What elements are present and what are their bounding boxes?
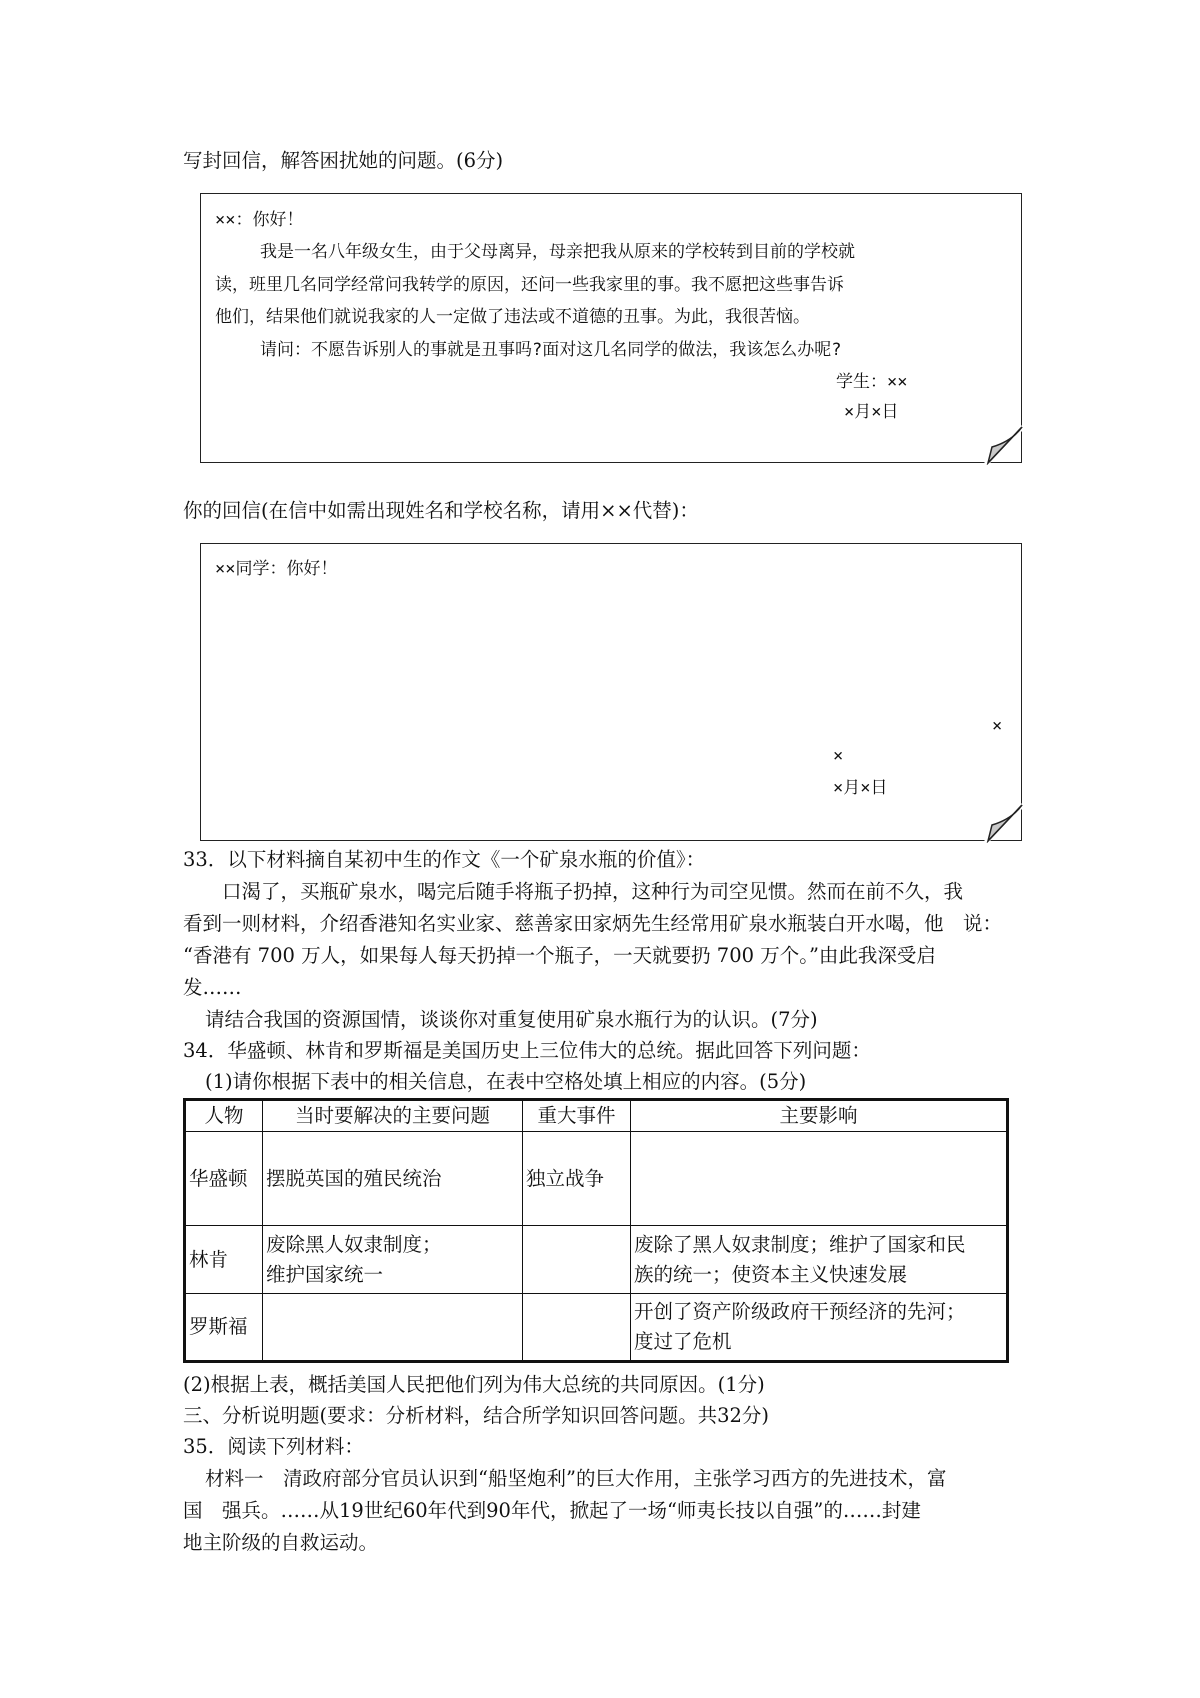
table-cell-person: 林肯 [185,1226,263,1294]
table-header-row [185,1100,1008,1132]
table-header-cell: 主要影响 [631,1100,1008,1132]
letter2-greeting: ××同学：你好！ [215,559,338,579]
page-curl-icon [982,425,1024,465]
table-cell-problem [263,1294,523,1362]
presidents-table [183,1098,1009,1363]
q34-title: 34．华盛顿、林肯和罗斯福是美国历史上三位伟大的总统。据此回答下列问题： [183,1039,871,1062]
q34-sub1: (1)请你根据下表中的相关信息，在表中空格处填上相应的内容。(5分) [205,1070,807,1093]
table-cell-person: 华盛顿 [185,1132,263,1226]
table-header-cell: 当时要解决的主要问题 [263,1100,523,1132]
table-cell-impact [631,1132,1008,1226]
q33-line: 口渴了，买瓶矿泉水，喝完后随手将瓶子扔掉，这种行为司空见惯。然而在前不久，我 [222,880,964,903]
table-cell-event: 独立战争 [523,1132,631,1226]
table-cell-event [523,1226,631,1294]
intro-text: 写封回信，解答困扰她的问题。(6分) [183,149,504,172]
table-row [185,1132,1008,1226]
page-curl-icon [982,803,1024,843]
q33-line: 发…… [183,976,242,999]
table-cell-impact: 开创了资产阶级政府干预经济的先河； 度过了危机 [631,1294,1008,1362]
table-cell-event [523,1294,631,1362]
q33-line: 看到一则材料，介绍香港知名实业家、慈善家田家炳先生经常用矿泉水瓶装白开水喝，他 说： [183,912,1003,935]
q35-line: 国 强兵。……从19世纪60年代到90年代，掀起了一场“师夷长技以自强”的……封建 [183,1499,921,1522]
section-heading: 三、分析说明题(要求：分析材料，结合所学知识回答问题。共32分) [183,1404,770,1427]
table-cell-impact: 废除了黑人奴隶制度；维护了国家和民 族的统一；使资本主义快速发展 [631,1226,1008,1294]
table-cell-person: 罗斯福 [185,1294,263,1362]
q33-title: 33．以下材料摘自某初中生的作文《一个矿泉水瓶的价值》： [183,848,706,871]
q35-line: 地主阶级的自救运动。 [183,1531,379,1554]
table-row [185,1294,1008,1362]
letter1-line: 我是一名八年级女生，由于父母离异，母亲把我从原来的学校转到目前的学校就 [260,242,855,262]
letter1-signature: 学生：×× [836,372,908,392]
letter2-date: ×月×日 [833,778,888,798]
letter1-line: 他们，结果他们就说我家的人一定做了违法或不道德的丑事。为此，我很苦恼。 [215,307,810,327]
table-header-cell: 人物 [185,1100,263,1132]
table-cell-problem: 废除黑人奴隶制度； 维护国家统一 [263,1226,523,1294]
letter2-mark: × [833,746,844,766]
table-row [185,1226,1008,1294]
table-cell-problem: 摆脱英国的殖民统治 [263,1132,523,1226]
letter1-line: 读，班里几名同学经常问我转学的原因，还问一些我家里的事。我不愿把这些事告诉 [215,275,844,295]
q33-line: “香港有 700 万人，如果每人每天扔掉一个瓶子，一天就要扔 700 万个。”由此我深受启 [183,944,936,967]
q35-line: 材料一 清政府部分官员认识到“船坚炮利”的巨大作用，主张学习西方的先进技术，富 [205,1467,947,1490]
table-header-cell: 重大事件 [523,1100,631,1132]
letter1-line: 请问：不愿告诉别人的事就是丑事吗?面对这几名同学的做法，我该怎么办呢? [260,340,842,360]
letter1-greeting: ××：你好！ [215,210,304,230]
q35-title: 35．阅读下列材料： [183,1435,364,1458]
reply-letter-box [200,543,1022,841]
q34-sub2: (2)根据上表，概括美国人民把他们列为伟大总统的共同原因。(1分) [183,1373,765,1396]
letter2-mark: × [992,716,1003,736]
reply-prompt: 你的回信(在信中如需出现姓名和学校名称，请用××代替)： [183,499,699,522]
letter1-date: ×月×日 [844,402,899,422]
q33-question: 请结合我国的资源国情，谈谈你对重复使用矿泉水瓶行为的认识。(7分) [205,1008,818,1031]
